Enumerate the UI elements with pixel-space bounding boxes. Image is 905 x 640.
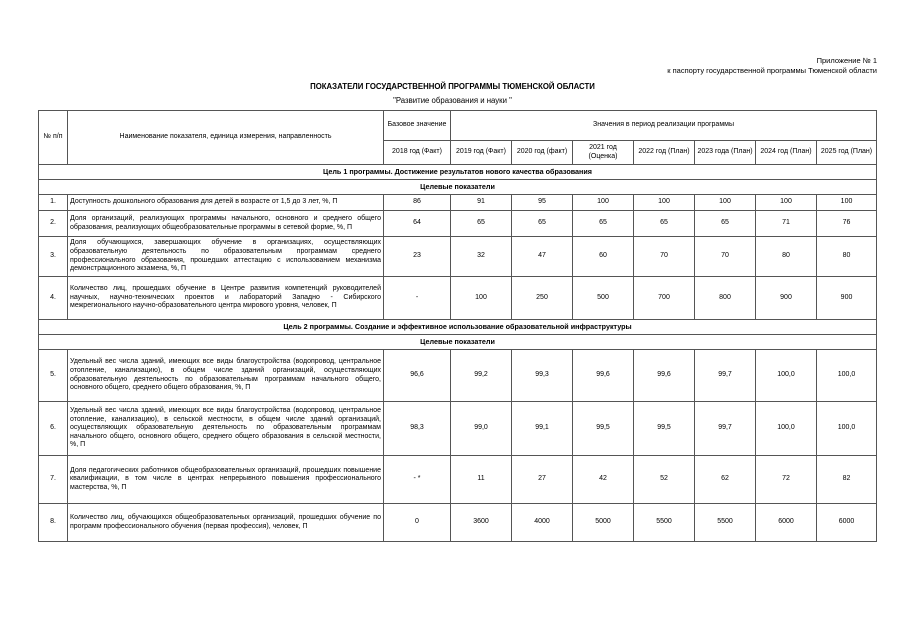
value-cell: 65 — [512, 211, 573, 237]
indicators-table — [38, 110, 877, 542]
value-cell: 99,6 — [573, 350, 634, 402]
table-row — [39, 195, 877, 211]
value-cell: 65 — [451, 211, 512, 237]
header-year: 2020 год (факт) — [512, 141, 573, 165]
row-num: 2. — [39, 211, 68, 237]
document-subtitle: "Развитие образования и науки " — [393, 96, 512, 105]
value-cell: 80 — [817, 237, 877, 277]
value-cell: 23 — [384, 237, 451, 277]
value-cell: 900 — [756, 277, 817, 320]
table-row — [39, 211, 877, 237]
header-base: Базовое значение — [384, 111, 451, 141]
value-cell: 72 — [756, 456, 817, 504]
value-cell: 99,2 — [451, 350, 512, 402]
value-cell: 100 — [573, 195, 634, 211]
row-num: 5. — [39, 350, 68, 402]
row-num: 6. — [39, 402, 68, 456]
value-cell: 3600 — [451, 504, 512, 542]
header-year: 2022 год (План) — [634, 141, 695, 165]
indicator-name: Удельный вес числа зданий, имеющих все виды благоустройства (водопровод, центральное отопление, канализацию), в общем числе зданий организаций, осуществляющих образовательную деятельность по образовательным программам начального общего, основного общего, среднего общего образования, %, П — [68, 350, 384, 402]
row-num: 7. — [39, 456, 68, 504]
value-cell: 100 — [695, 195, 756, 211]
value-cell: 76 — [817, 211, 877, 237]
header-year: 2018 год (Факт) — [384, 141, 451, 165]
indicator-name: Удельный вес числа зданий, имеющих все виды благоустройства (водопровод, центральное отопление, канализацию), в сельской местности, в общем числе зданий организаций, осуществляющих образовательную деятельность по образовательным программам начального общего, основного общего, среднего общего образования в сельской местности, %, П — [68, 402, 384, 456]
value-cell: 100 — [451, 277, 512, 320]
value-cell: 4000 — [512, 504, 573, 542]
value-cell: - — [384, 277, 451, 320]
value-cell: - * — [384, 456, 451, 504]
value-cell: 80 — [756, 237, 817, 277]
document-title: ПОКАЗАТЕЛИ ГОСУДАРСТВЕННОЙ ПРОГРАММЫ ТЮМЕНСКОЙ ОБЛАСТИ — [310, 82, 595, 91]
value-cell: 500 — [573, 277, 634, 320]
value-cell: 5500 — [634, 504, 695, 542]
value-cell: 100 — [817, 195, 877, 211]
indicator-name: Количество лиц, обучающихся общеобразовательных организаций, прошедших обучение по программ профессионального обучения (первая профессия), человек, П — [68, 504, 384, 542]
value-cell: 99,7 — [695, 350, 756, 402]
table-row — [39, 277, 877, 320]
value-cell: 100,0 — [756, 350, 817, 402]
value-cell: 99,3 — [512, 350, 573, 402]
header-period: Значения в период реализации программы — [451, 111, 877, 141]
appendix-line-1: Приложение № 1 — [816, 56, 877, 65]
value-cell: 86 — [384, 195, 451, 211]
header-year: 2023 года (План) — [695, 141, 756, 165]
value-cell: 100,0 — [817, 402, 877, 456]
value-cell: 11 — [451, 456, 512, 504]
goal-row: Цель 2 программы. Создание и эффективное использование образовательной инфраструктуры — [39, 320, 877, 335]
table-row — [39, 504, 877, 542]
indicator-name: Количество лиц, прошедших обучение в Центре развития компетенций руководителей научных, научно-технических проектов и лабораторий Западно - Сибирского межрегионального научно-образовательного центра мирового уровня, человек, П — [68, 277, 384, 320]
value-cell: 82 — [817, 456, 877, 504]
value-cell: 250 — [512, 277, 573, 320]
header-year: 2021 год (Оценка) — [573, 141, 634, 165]
value-cell: 47 — [512, 237, 573, 277]
value-cell: 100,0 — [756, 402, 817, 456]
value-cell: 700 — [634, 277, 695, 320]
indicator-name: Доля педагогических работников общеобразовательных организаций, прошедших повышение квалификации, в том числе в центрах непрерывного повышения профессионального мастерства, %, П — [68, 456, 384, 504]
header-year: 2025 год (План) — [817, 141, 877, 165]
value-cell: 65 — [634, 211, 695, 237]
value-cell: 70 — [634, 237, 695, 277]
header-year: 2019 год (Факт) — [451, 141, 512, 165]
value-cell: 99,7 — [695, 402, 756, 456]
goal-row: Цель 1 программы. Достижение результатов нового качества образования — [39, 165, 877, 180]
value-cell: 5500 — [695, 504, 756, 542]
value-cell: 95 — [512, 195, 573, 211]
header-year: 2024 год (План) — [756, 141, 817, 165]
appendix-note — [667, 56, 877, 76]
value-cell: 100,0 — [817, 350, 877, 402]
value-cell: 65 — [573, 211, 634, 237]
header-num: № п/п — [39, 111, 68, 165]
value-cell: 60 — [573, 237, 634, 277]
value-cell: 99,0 — [451, 402, 512, 456]
value-cell: 800 — [695, 277, 756, 320]
value-cell: 6000 — [756, 504, 817, 542]
value-cell: 100 — [634, 195, 695, 211]
value-cell: 5000 — [573, 504, 634, 542]
table-row — [39, 237, 877, 277]
value-cell: 64 — [384, 211, 451, 237]
value-cell: 100 — [756, 195, 817, 211]
value-cell: 70 — [695, 237, 756, 277]
value-cell: 42 — [573, 456, 634, 504]
indicator-name: Доля обучающихся, завершающих обучение в организациях, осуществляющих образовательную деятельность по образовательным программам среднего профессионального образования, прошедших аттестацию с использованием механизма демонстрационного экзамена, %, П — [68, 237, 384, 277]
value-cell: 99,5 — [634, 402, 695, 456]
value-cell: 32 — [451, 237, 512, 277]
row-num: 8. — [39, 504, 68, 542]
value-cell: 91 — [451, 195, 512, 211]
table-row — [39, 402, 877, 456]
value-cell: 62 — [695, 456, 756, 504]
value-cell: 65 — [695, 211, 756, 237]
value-cell: 27 — [512, 456, 573, 504]
header-name: Наименование показателя, единица измерения, направленность — [68, 111, 384, 165]
value-cell: 98,3 — [384, 402, 451, 456]
row-num: 1. — [39, 195, 68, 211]
value-cell: 99,6 — [634, 350, 695, 402]
row-num: 3. — [39, 237, 68, 277]
subheader-row: Целевые показатели — [39, 180, 877, 195]
value-cell: 99,5 — [573, 402, 634, 456]
value-cell: 900 — [817, 277, 877, 320]
value-cell: 96,6 — [384, 350, 451, 402]
value-cell: 52 — [634, 456, 695, 504]
table-row — [39, 350, 877, 402]
table-row — [39, 456, 877, 504]
value-cell: 71 — [756, 211, 817, 237]
table-body — [39, 165, 877, 542]
indicator-name: Доступность дошкольного образования для детей в возрасте от 1,5 до 3 лет, %, П — [68, 195, 384, 211]
appendix-line-2: к паспорту государственной программы Тюменской области — [667, 66, 877, 75]
row-num: 4. — [39, 277, 68, 320]
subheader-row: Целевые показатели — [39, 335, 877, 350]
value-cell: 99,1 — [512, 402, 573, 456]
value-cell: 6000 — [817, 504, 877, 542]
value-cell: 0 — [384, 504, 451, 542]
indicator-name: Доля организаций, реализующих программы начального, основного и среднего общего образования, реализующих общеобразовательные программы в сетевой форме, %, П — [68, 211, 384, 237]
